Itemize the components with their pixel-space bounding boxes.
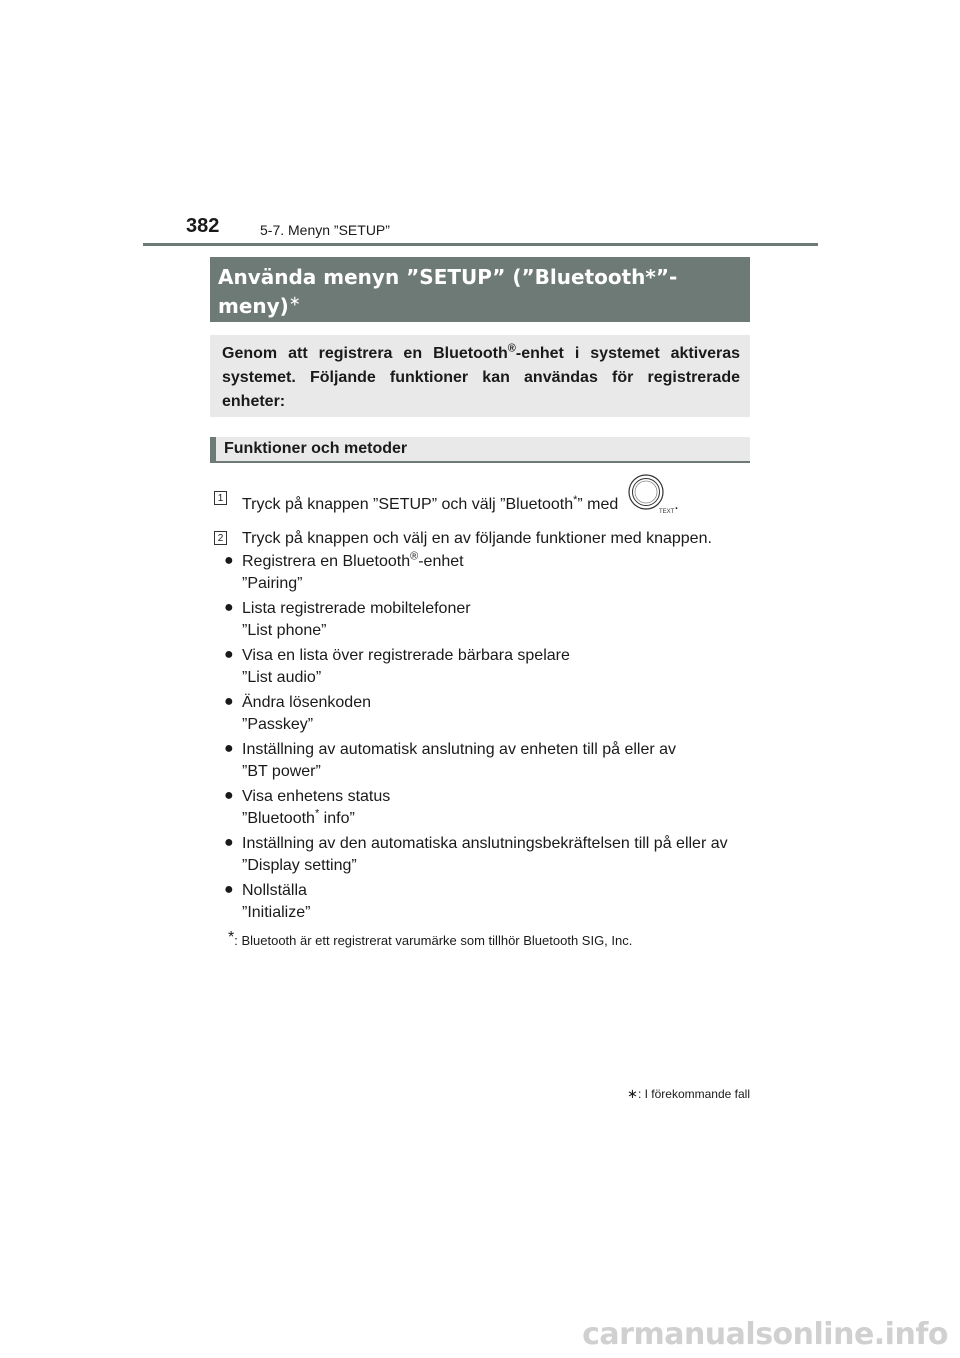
intro-box [210, 335, 750, 417]
trademark-asterisk: * [573, 493, 578, 506]
item-value: ”Display setting” [242, 857, 357, 874]
bullet-dot: ● [224, 740, 234, 757]
list-item [224, 646, 754, 693]
step-text [242, 489, 679, 521]
bullet-dot: ● [224, 693, 234, 710]
function-list [224, 552, 754, 928]
step-number: 1 [214, 491, 227, 505]
intro-text-part2: -enhet i systemet aktiveras systemet. Följande funktioner kan användas för registrerade enheter: [222, 345, 741, 410]
item-label: Ändra lösenkoden [242, 694, 371, 711]
list-item [224, 787, 754, 834]
item-value: ”Bluetooth* info” [242, 807, 355, 827]
bullet-dot: ● [224, 881, 234, 898]
trademark-footnote [228, 929, 632, 948]
title-marker: ∗ [288, 293, 301, 310]
registered-mark: ® [507, 342, 516, 355]
item-value: ”List phone” [242, 622, 327, 639]
list-item [224, 552, 754, 599]
subheading: Funktioner och metoder [210, 437, 750, 463]
item-label: Nollställa [242, 882, 307, 899]
section-reference: 5-7. Menyn ”SETUP” [260, 222, 390, 238]
footnote-star: * [228, 929, 235, 946]
list-item [224, 693, 754, 740]
item-label: Registrera en Bluetooth®-enhet [242, 550, 464, 570]
section-title [210, 257, 750, 322]
text-knob-icon [626, 473, 675, 521]
item-label: Visa en lista över registrerade bärbara spelare [242, 647, 570, 664]
item-value: ”Pairing” [242, 575, 303, 592]
note-text: : I förekommande fall [637, 1087, 750, 1101]
item-value: ”List audio” [242, 669, 322, 686]
step-text-before: Tryck på knappen ”SETUP” och välj ”Bluetooth [242, 496, 574, 514]
knob-label: TEXT [659, 509, 675, 515]
item-label: Visa enhetens status [242, 788, 391, 805]
list-item [224, 740, 754, 787]
page-number: 382 [186, 215, 220, 237]
item-value: ”Initialize” [242, 904, 311, 921]
availability-note [627, 1086, 750, 1102]
bullet-dot: ● [224, 834, 234, 851]
header-divider [143, 243, 818, 246]
footnote-text: : Bluetooth är ett registrerat varumärke som tillhör Bluetooth SIG, Inc. [234, 933, 633, 948]
step-text: Tryck på knappen och välj en av följande funktioner med knappen. [242, 530, 712, 547]
section-title-line1: Använda menyn ”SETUP” (”Bluetooth*”- [218, 265, 678, 289]
item-label: Inställning av automatisk anslutning av enheten till på eller av [242, 741, 677, 758]
list-item [224, 881, 754, 928]
item-value: ”BT power” [242, 763, 321, 780]
note-star: ∗ [627, 1086, 638, 1101]
bullet-dot: ● [224, 646, 234, 663]
list-item [224, 599, 754, 646]
bullet-dot: ● [224, 787, 234, 804]
intro-text-part1: Genom att registrera en Bluetooth [222, 345, 508, 362]
section-title-line2: meny) [218, 294, 289, 318]
item-value: ”Passkey” [242, 716, 314, 733]
item-label: Inställning av den automatiska anslutningsbekräftelsen till på eller av [242, 835, 728, 852]
list-item [224, 834, 754, 881]
watermark: carmanualsonline.info [582, 1317, 948, 1352]
step-number: 2 [214, 531, 227, 545]
bullet-dot: ● [224, 552, 234, 569]
step-end: . [674, 496, 679, 514]
bullet-dot: ● [224, 599, 234, 616]
step-text-after: ” med [577, 496, 619, 514]
item-label: Lista registrerade mobiltelefoner [242, 600, 471, 617]
